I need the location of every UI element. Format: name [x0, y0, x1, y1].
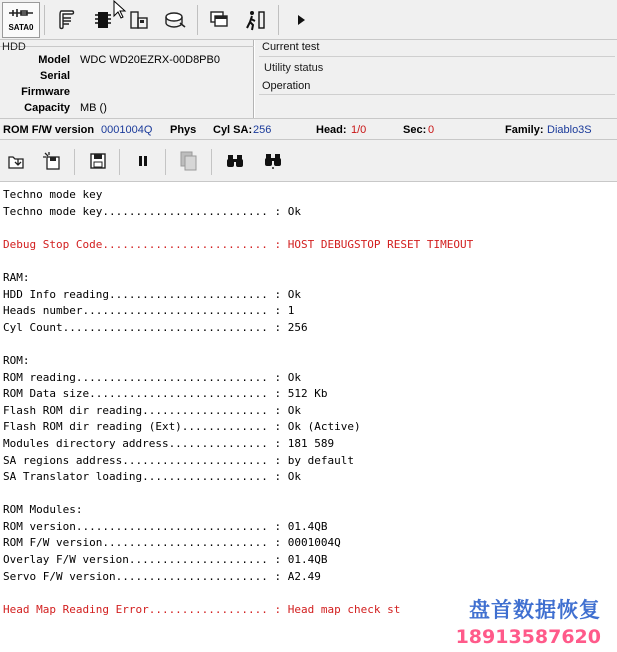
windows-button[interactable] [202, 3, 238, 37]
walk-button[interactable] [238, 3, 274, 37]
hdd-map-icon [128, 9, 150, 31]
toolbar-separator [197, 5, 198, 35]
pause-button[interactable] [132, 151, 154, 173]
pause-icon [136, 154, 150, 171]
sata-port-label: SATA0 [8, 23, 34, 32]
log-line: ROM version............................. : 01.4QB [3, 519, 328, 533]
log-line: Cyl Count............................... : 256 [3, 320, 308, 334]
log-line: Servo F/W version....................... : A2.49 [3, 569, 321, 583]
drive-info-bar [0, 118, 617, 140]
watermark-text: 盘首数据恢复 [469, 598, 601, 622]
current-test-title: Current test [262, 41, 320, 53]
log-line: Head Map Reading Error.................. : Head map check st [3, 602, 401, 616]
find-next-button[interactable] [262, 151, 284, 173]
log-line: Overlay F/W version..................... : 01.4QB [3, 553, 328, 567]
hdd-group-title: HDD [2, 41, 26, 53]
toolbar-separator [119, 149, 120, 175]
firmware-row [0, 86, 254, 102]
sec-value: 0 [428, 124, 435, 136]
sata-port-button[interactable] [2, 2, 40, 38]
log-line: RAM: [3, 270, 30, 284]
toolbar-separator [278, 5, 279, 35]
log-line: ROM Modules: [3, 503, 83, 517]
capacity-label: Capacity [24, 102, 70, 114]
scroll-icon [57, 9, 77, 31]
copy-button[interactable] [178, 151, 200, 173]
windows-icon [209, 9, 231, 31]
log-line: HDD Info reading........................ : Ok [3, 287, 302, 301]
disk-icon [163, 9, 187, 31]
model-row [0, 54, 254, 70]
load-button[interactable] [5, 151, 27, 173]
toolbar-separator [44, 5, 45, 35]
toolbar-separator [211, 149, 212, 175]
log-line: Techno mode key......................... : Ok [3, 204, 302, 218]
mouse-cursor-icon [113, 0, 129, 23]
log-line: Flash ROM dir reading (Ext)............. : Ok (Active) [3, 420, 361, 434]
status-panel [255, 40, 617, 118]
log-line: Debug Stop Code......................... : HOST DEBUGSTOP RESET TIMEOUT [3, 237, 474, 251]
log-line: ROM reading............................. : Ok [3, 370, 302, 384]
watermark [456, 594, 601, 648]
family-label: Family: [505, 124, 544, 136]
run-button[interactable] [283, 3, 319, 37]
family-value: Diablo3S [547, 124, 592, 136]
sec-label: Sec: [403, 124, 427, 136]
model-value: WDC WD20EZRX-00D8PB0 [80, 54, 220, 66]
rom-fw-label: ROM F/W version [3, 124, 95, 136]
log-line: Modules directory address............... : 181 589 [3, 436, 335, 450]
disk-button[interactable] [157, 3, 193, 37]
binoculars-search-icon [264, 152, 282, 173]
load-icon [6, 151, 26, 174]
cyl-sa-value: 256 [253, 124, 272, 136]
log-line: Heads number............................ : 1 [3, 304, 295, 318]
log-line: SA Translator loading................... : Ok [3, 470, 302, 484]
toolbar-separator [74, 149, 75, 175]
log-line: ROM: [3, 353, 30, 367]
operation-divider [259, 94, 615, 95]
current-test-status: Utility status [264, 62, 324, 74]
model-label: Model [38, 54, 70, 66]
log-line [3, 220, 617, 237]
firmware-label: Firmware [21, 86, 70, 98]
log-line: Techno mode key [3, 188, 103, 201]
find-button[interactable] [224, 151, 246, 173]
toolbar-separator [165, 149, 166, 175]
operation-title: Operation [262, 80, 311, 92]
log-line: ROM F/W version......................... : 0001004Q [3, 536, 341, 550]
rom-fw-value: 0001004Q [101, 124, 153, 136]
save-settings-button[interactable] [41, 151, 63, 173]
phys-label: Phys [170, 124, 197, 136]
scroll-button[interactable] [49, 3, 85, 37]
head-label: Head: [316, 124, 347, 136]
head-value: 1/0 [351, 124, 367, 136]
hdd-info-panel [0, 40, 254, 118]
log-toolbar [0, 140, 617, 182]
log-line: SA regions address...................... : by default [3, 453, 354, 467]
serial-label: Serial [40, 70, 70, 82]
save-settings-icon [42, 151, 62, 174]
cyl-sa-label: Cyl SA: [213, 124, 253, 136]
walk-icon [245, 9, 267, 31]
chip-icon [93, 9, 113, 31]
serial-row [0, 70, 254, 86]
log-line [3, 486, 617, 503]
floppy-icon [88, 151, 108, 174]
capacity-row [0, 102, 254, 118]
capacity-value: MB () [80, 102, 107, 114]
binoculars-icon [226, 153, 244, 172]
log-output[interactable] [0, 183, 617, 652]
log-line: Flash ROM dir reading................... : Ok [3, 403, 302, 417]
save-button[interactable] [87, 151, 109, 173]
main-toolbar [0, 0, 617, 40]
log-line: ROM Data size........................... : 512 Kb [3, 387, 328, 401]
watermark-phone: 18913587620 [455, 626, 601, 648]
current-test-divider [259, 56, 615, 57]
copy-icon [179, 150, 199, 175]
play-icon [294, 13, 308, 27]
sata-icon [8, 7, 34, 22]
log-line [3, 336, 617, 353]
log-line [3, 253, 617, 270]
